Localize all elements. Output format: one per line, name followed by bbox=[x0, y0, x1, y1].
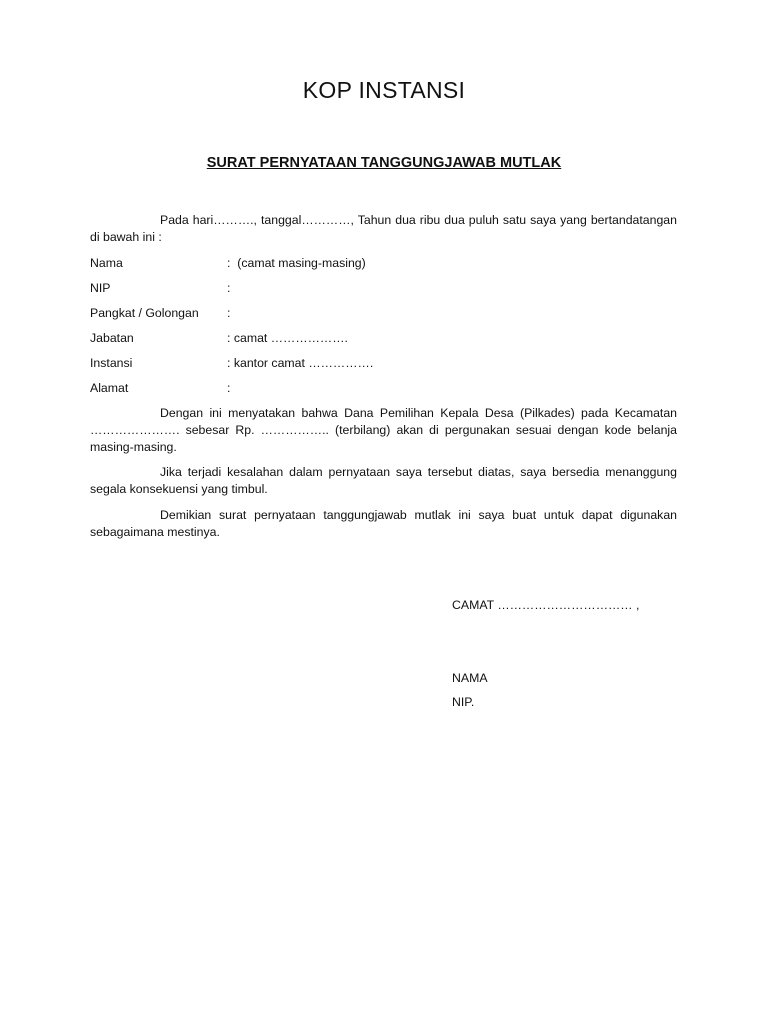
field-label: Alamat bbox=[90, 381, 129, 395]
document-title bbox=[0, 154, 768, 172]
signature-name: NAMA bbox=[452, 671, 488, 685]
field-label: Pangkat / Golongan bbox=[90, 306, 199, 320]
field-value: : bbox=[227, 381, 231, 395]
field-label: Nama bbox=[90, 256, 123, 270]
field-nama bbox=[90, 255, 677, 272]
field-label: NIP bbox=[90, 281, 111, 295]
field-value: : (camat masing-masing) bbox=[227, 256, 366, 270]
closing-paragraph: Demikian surat pernyataan tanggungjawab mutlak ini saya buat untuk dapat digunakan sebagaimana mestinya. bbox=[90, 508, 677, 539]
field-instansi bbox=[90, 355, 677, 372]
statement-paragraph: Dengan ini menyatakan bahwa Dana Pemilihan Kepala Desa (Pilkades) pada Kecamatan …………………. sebesar Rp. …………….. (terbilang) akan di pergunakan sesuai dengan kode belanja masing-masing. bbox=[90, 406, 677, 454]
document-title-text: SURAT PERNYATAAN TANGGUNGJAWAB MUTLAK bbox=[206, 155, 562, 171]
field-value: : kantor camat ……………. bbox=[227, 356, 374, 370]
letterhead-placeholder: KOP INSTANSI bbox=[302, 77, 466, 103]
field-pangkat-golongan bbox=[90, 305, 677, 322]
field-value: : bbox=[227, 306, 231, 320]
field-label: Jabatan bbox=[90, 331, 134, 345]
field-jabatan bbox=[90, 330, 677, 347]
field-value: : camat ………………. bbox=[227, 331, 348, 345]
signature-position: CAMAT …………………………… , bbox=[452, 598, 640, 612]
field-value: : bbox=[227, 281, 231, 295]
opening-paragraph: Pada hari………., tanggal…………, Tahun dua ribu dua puluh satu saya yang bertandatangan di bawah ini : bbox=[90, 213, 677, 244]
field-label: Instansi bbox=[90, 356, 133, 370]
responsibility-paragraph: Jika terjadi kesalahan dalam pernyataan saya tersebut diatas, saya bersedia menanggung segala konsekuensi yang timbul. bbox=[90, 465, 677, 496]
field-nip bbox=[90, 280, 677, 297]
signature-nip: NIP. bbox=[452, 695, 475, 709]
field-alamat bbox=[90, 380, 677, 397]
